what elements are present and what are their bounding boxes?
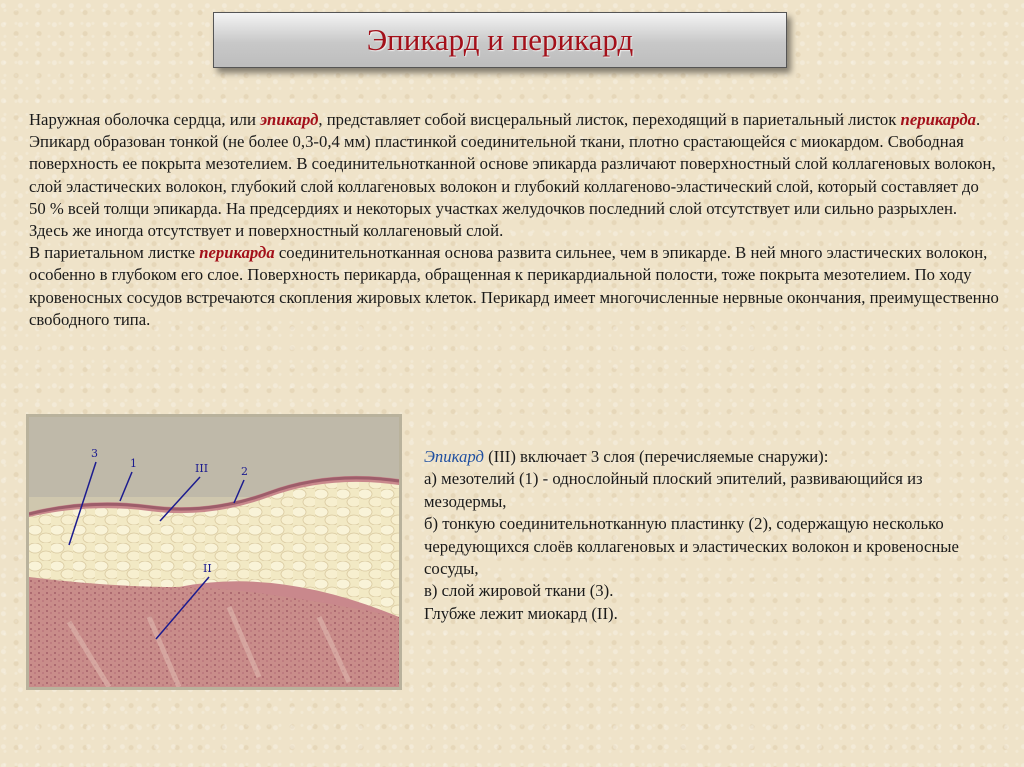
p1-text-c: . Эпикард образован тонкой (не более 0,3-0,4 мм) пластинкой соединительной ткани, плотно срастающейся с миокардом. Свободная поверхность ее покрыта мезотелием. В соединительнотканной основе эпикарда различают поверхностный слой коллагеновых волокон, слой эластических волокон, глубокий слой коллагеновых волокон и глубокий коллагеново-эластический слой, который составляет до 50 % всей толщи эпикарда. На предсердиях и некоторых участках желудочков последний слой отсутствует или сильно разрыхлен. Здесь же иногда отсутствует и поверхностный коллагеновый слой. <box>29 110 996 241</box>
title-box <box>213 12 787 68</box>
side-description <box>424 446 1004 625</box>
fig-label-III: III <box>195 462 209 475</box>
side-item-c: в) слой жировой ткани (3). <box>424 581 614 601</box>
p1-text-b: , представляет собой висцеральный листок, переходящий в париетальный листок <box>318 110 901 129</box>
histology-image <box>26 414 402 690</box>
fig-label-1: 1 <box>130 457 137 470</box>
term-epicard: эпикард <box>260 110 319 129</box>
side-item-a: а) мезотелий (1) - однослойный плоский эпителий, развивающийся из мезодермы, <box>424 469 923 511</box>
side-item-b: б) тонкую соединительнотканную пластинку (2), содержащую несколько чередующихся слоёв коллагеновых и эластических волокон и кровеносные сосуды, <box>424 514 959 579</box>
main-paragraph <box>29 109 999 331</box>
histology-illustration <box>29 417 399 687</box>
p1-text-a: Наружная оболочка сердца, или <box>29 110 261 129</box>
term-pericard-2: перикарда <box>199 243 275 263</box>
side-item-d: Глубже лежит миокард (II). <box>424 603 618 623</box>
p2-text-b: соединительнотканная основа развита сильнее, чем в эпикарде. В ней много эластических волокон, особенно в глубоком его слое. Поверхность перикарда, обращенная к перикардиальной полости, тоже покрыта мезотелием. По ходу кровеносных сосудов встречаются скопления жировых клеток. Перикард имеет многочисленные нервные окончания, преимущественно свободного типа. <box>29 243 999 329</box>
p2-text-a: В париетальном листке <box>29 243 200 263</box>
side-term-epicard: Эпикард <box>424 447 484 466</box>
fig-label-2: 2 <box>241 465 248 478</box>
term-pericard: перикарда <box>900 110 976 129</box>
fig-label-II: II <box>203 562 212 575</box>
side-intro: (III) включает 3 слоя (перечисляемые снаружи): <box>483 447 829 466</box>
page-title: Эпикард и перикард <box>366 22 634 57</box>
fig-label-3: 3 <box>91 447 98 460</box>
